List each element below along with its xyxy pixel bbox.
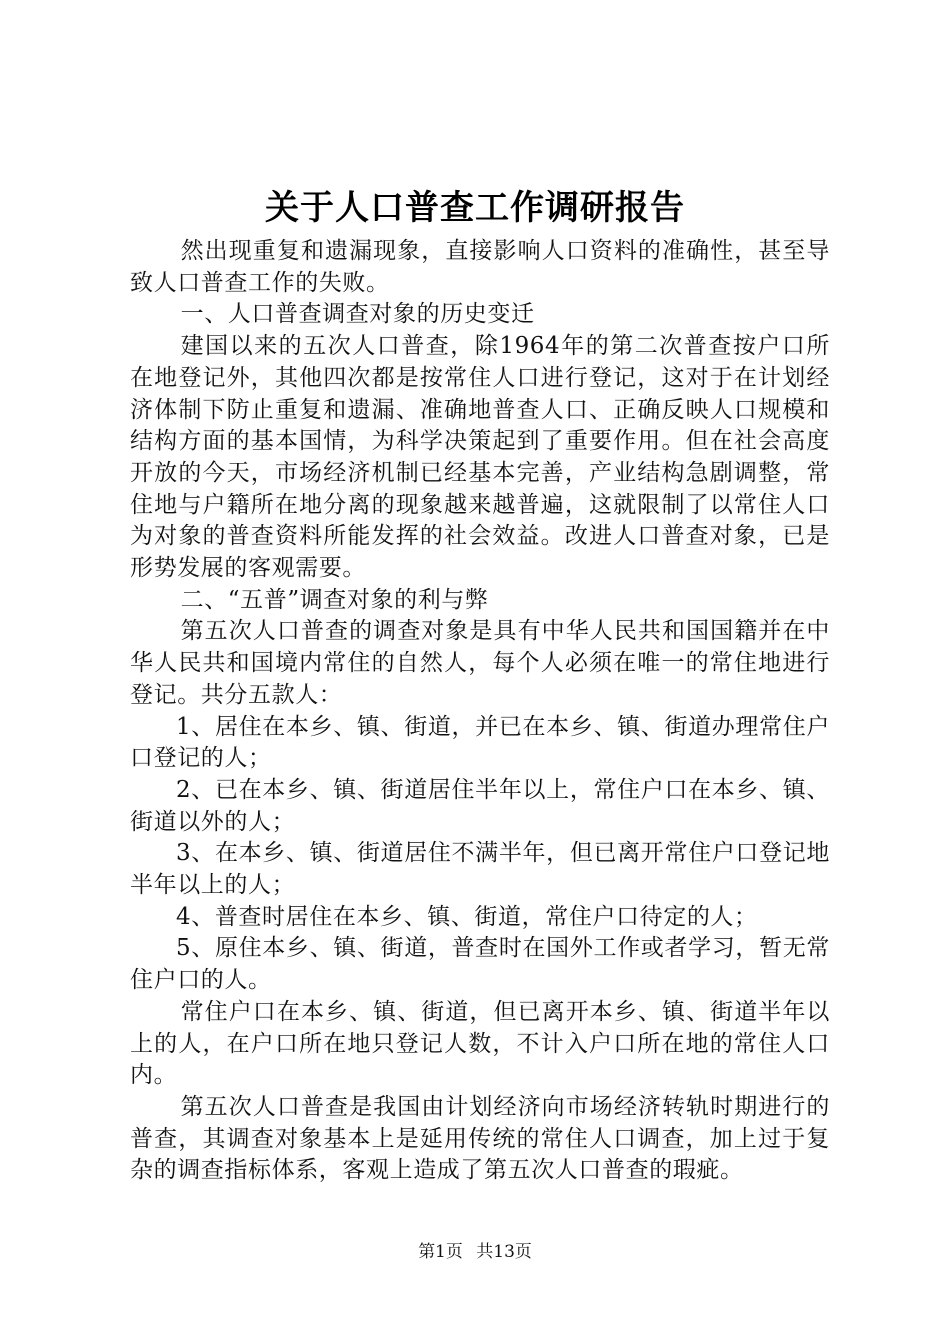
paragraph-history: 建国以来的五次人口普查，除1964年的第二次普查按户口所在地登记外，其他四次都是按常住人口进行登记，这对于在计划经济体制下防止重复和遗漏、准确地普查人口、正确反映人口规模和结构方面的基本国情，为科学决策起到了重要作用。但在社会高度开放的今天，市场经济机制已经基本完善，产业结构急剧调整，常住地与户籍所在地分离的现象越来越普遍，这就限制了以常住人口为对象的普查资料所能发挥的社会效益。改进人口普查对象，已是形势发展的客观需要。: [130, 333, 830, 582]
section-heading-1: 一、人口普查调查对象的历史变迁: [180, 301, 535, 328]
list-item-5: 5、原住本乡、镇、街道，普查时在国外工作或者学习，暂无常住户口的人。: [130, 935, 830, 994]
document-title: 关于人口普查工作调研报告: [265, 188, 685, 228]
paragraph-registration-note: 常住户口在本乡、镇、街道，但已离开本乡、镇、街道半年以上的人，在户口所在地只登记人数，不计入户口所在地的常住人口内。: [130, 998, 830, 1089]
list-item-1: 1、居住在本乡、镇、街道，并已在本乡、镇、街道办理常住户口登记的人；: [130, 713, 830, 772]
page-total: 共13页: [476, 1242, 532, 1262]
section-heading-2: 二、“五普”调查对象的利与弊: [180, 586, 489, 613]
document-body: [130, 236, 830, 1187]
page-footer: [0, 1240, 950, 1264]
page-number: 第1页: [418, 1242, 463, 1262]
paragraph-census-scope: 第五次人口普查的调查对象是具有中华人民共和国国籍并在中华人民共和国境内常住的自然人，每个人必须在唯一的常住地进行登记。共分五款人：: [130, 618, 830, 708]
paragraph-intro: 然出现重复和遗漏现象，直接影响人口资料的准确性，甚至导致人口普查工作的失败。: [130, 238, 830, 296]
paragraph-conclusion: 第五次人口普查是我国由计划经济向市场经济转轨时期进行的普查，其调查对象基本上是延用传统的常住人口调查，加上过于复杂的调查指标体系，客观上造成了第五次人口普查的瑕疵。: [130, 1093, 830, 1184]
list-item-2: 2、已在本乡、镇、街道居住半年以上，常住户口在本乡、镇、街道以外的人；: [130, 776, 830, 835]
list-item-4: 4、普查时居住在本乡、镇、街道，常住户口待定的人；: [176, 903, 758, 930]
list-item-3: 3、在本乡、镇、街道居住不满半年，但已离开常住户口登记地半年以上的人；: [130, 840, 830, 899]
